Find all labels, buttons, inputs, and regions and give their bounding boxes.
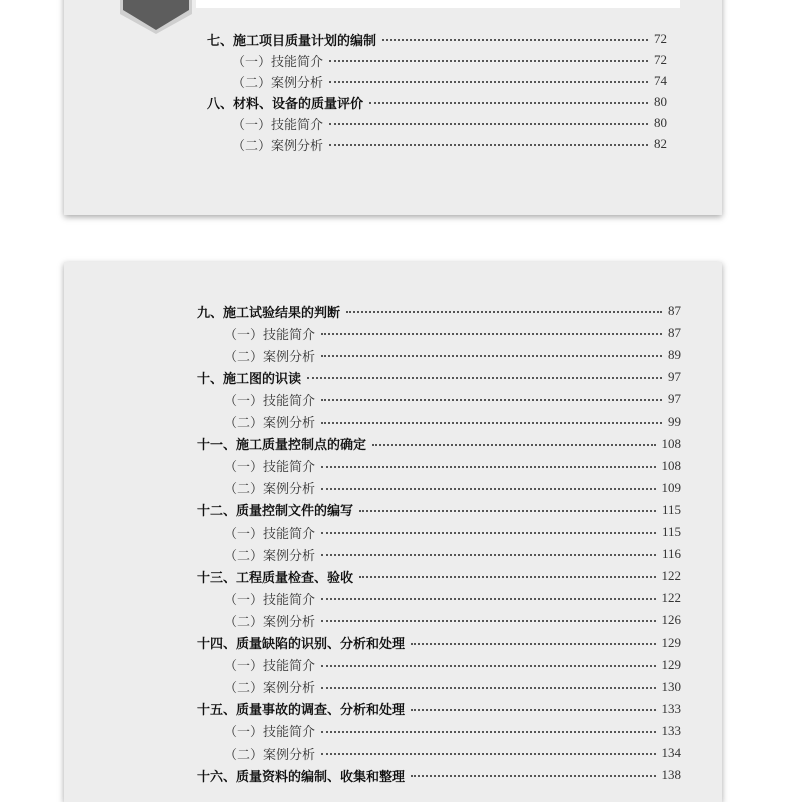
toc-entry[interactable] xyxy=(197,765,681,785)
toc-entry[interactable] xyxy=(197,566,681,586)
dot-leader xyxy=(321,598,655,600)
dot-leader xyxy=(359,576,655,578)
toc-entry-label: （一）技能简介 xyxy=(224,393,316,409)
toc-entry[interactable] xyxy=(224,345,681,365)
toc-entry[interactable] xyxy=(224,610,681,630)
toc-entry[interactable] xyxy=(232,71,667,91)
toc-entry-page: 87 xyxy=(668,303,681,318)
toc-entry[interactable] xyxy=(197,301,681,321)
toc-entry[interactable] xyxy=(224,478,681,498)
dot-leader xyxy=(329,123,648,125)
dot-leader xyxy=(321,687,655,689)
toc-entry-page: 99 xyxy=(668,413,681,429)
toc-entry-label: （二）案例分析 xyxy=(232,75,324,91)
toc-entry-page: 72 xyxy=(654,31,667,46)
toc-entry-page: 130 xyxy=(661,678,681,694)
toc-entry-label: 十四、质量缺陷的识别、分析和处理 xyxy=(197,637,406,652)
toc-entry-label: （一）技能简介 xyxy=(232,54,324,70)
dot-leader xyxy=(321,554,656,556)
toc-entry-page: 129 xyxy=(661,634,681,650)
toc-entry[interactable] xyxy=(224,456,681,476)
toc-entry[interactable] xyxy=(232,113,667,133)
dot-leader xyxy=(329,60,648,62)
toc-entry-label: （二）案例分析 xyxy=(224,349,316,365)
dot-leader xyxy=(321,466,655,468)
toc-entry[interactable] xyxy=(197,434,681,454)
toc-entry-page: 82 xyxy=(654,136,667,151)
dot-leader xyxy=(369,102,648,104)
dot-leader xyxy=(359,510,656,512)
toc-entry-page: 109 xyxy=(661,479,681,495)
dot-leader xyxy=(321,731,655,733)
toc-entry-label: 十一、施工质量控制点的确定 xyxy=(197,438,367,454)
dot-leader xyxy=(321,753,655,755)
toc-entry-page: 72 xyxy=(654,52,667,67)
toc-entry[interactable] xyxy=(224,412,681,432)
dot-leader xyxy=(321,422,662,424)
section-header-bar xyxy=(196,0,680,8)
toc-entry[interactable] xyxy=(197,699,681,719)
toc-entry-label: （一）技能简介 xyxy=(224,327,316,343)
toc-entry-label: （二）案例分析 xyxy=(224,482,316,498)
dot-leader xyxy=(329,144,648,146)
toc-entry[interactable] xyxy=(207,29,667,49)
toc-entry-page: 126 xyxy=(661,612,681,628)
toc-entry[interactable] xyxy=(197,500,681,520)
toc-entry-page: 108 xyxy=(661,435,681,451)
toc-entry-label: （一）技能简介 xyxy=(224,725,316,741)
toc-entry-page: 133 xyxy=(661,722,681,738)
toc-entry-label: （二）案例分析 xyxy=(224,747,316,763)
toc-entry-label: （二）案例分析 xyxy=(224,416,316,431)
toc-entry[interactable] xyxy=(207,92,667,112)
dot-leader xyxy=(307,377,662,379)
dot-leader xyxy=(321,532,656,534)
toc-entry-page: 97 xyxy=(668,369,681,385)
dot-leader xyxy=(321,665,655,667)
toc-entry-page: 122 xyxy=(661,590,681,606)
toc-entry-page: 115 xyxy=(661,501,681,517)
toc-entry[interactable] xyxy=(232,50,667,70)
toc-entry-label: 九、施工试验结果的判断 xyxy=(197,305,341,321)
toc-entry[interactable] xyxy=(224,721,681,741)
toc-entry[interactable] xyxy=(224,677,681,697)
toc-entry[interactable] xyxy=(224,389,681,409)
toc-entry-label: 十六、质量资料的编制、收集和整理 xyxy=(197,769,406,785)
toc-entry-page: 108 xyxy=(661,457,681,473)
toc-entry-label: 七、施工项目质量计划的编制 xyxy=(207,33,377,49)
toc-entry-label: 八、材料、设备的质量评价 xyxy=(207,96,364,112)
toc-entry[interactable] xyxy=(224,655,681,675)
toc-entry-page: 80 xyxy=(654,115,667,130)
toc-entry-page: 116 xyxy=(661,546,681,562)
dot-leader xyxy=(321,355,662,357)
toc-entry-label: （一）技能简介 xyxy=(224,526,316,542)
dot-leader xyxy=(321,333,662,335)
toc-entry-label: （一）技能简介 xyxy=(224,659,316,675)
toc-entry[interactable] xyxy=(224,522,681,542)
toc-entry-page: 87 xyxy=(668,325,681,341)
toc-entry[interactable] xyxy=(232,134,667,154)
toc-entry-label: （一）技能简介 xyxy=(224,592,316,608)
toc-entry[interactable] xyxy=(224,544,681,564)
toc-entry[interactable] xyxy=(224,743,681,763)
toc-entry-page: 129 xyxy=(661,656,681,672)
toc-entry-label: （二）案例分析 xyxy=(224,681,316,697)
dot-leader xyxy=(321,399,662,401)
toc-entry-page: 133 xyxy=(661,700,681,716)
dot-leader xyxy=(411,775,655,777)
toc-entry-label: 十、施工图的识读 xyxy=(197,371,302,387)
dot-leader xyxy=(411,643,655,645)
dot-leader xyxy=(346,311,662,313)
dot-leader xyxy=(411,709,655,711)
toc-entry-label: （一）技能简介 xyxy=(224,460,316,476)
toc-entry-label: （二）案例分析 xyxy=(232,138,324,154)
toc-entry-page: 138 xyxy=(661,767,681,783)
toc-entry-page: 97 xyxy=(668,391,681,407)
dot-leader xyxy=(321,620,655,622)
toc-entry-page: 80 xyxy=(654,94,667,109)
toc-entry-page: 122 xyxy=(661,568,681,584)
toc-entry-label: （二）案例分析 xyxy=(224,548,316,564)
toc-entry-page: 74 xyxy=(654,73,667,88)
toc-entry-page: 134 xyxy=(661,745,681,760)
toc-entry-label: （一）技能简介 xyxy=(232,117,324,133)
toc-entry-label: 十三、工程质量检查、验收 xyxy=(197,570,354,586)
dot-leader xyxy=(382,39,648,41)
toc-entry[interactable] xyxy=(197,367,681,387)
toc-entry-label: 十二、质量控制文件的编写 xyxy=(197,504,354,520)
toc-entry[interactable] xyxy=(224,323,681,343)
toc-entry-label: （二）案例分析 xyxy=(224,614,316,630)
toc-entry-page: 89 xyxy=(668,347,681,363)
toc-entry-label: 十五、质量事故的调查、分析和处理 xyxy=(197,703,406,719)
dot-leader xyxy=(329,81,648,83)
toc-entry[interactable] xyxy=(197,633,681,653)
toc-entry-page: 115 xyxy=(661,524,681,539)
toc-entry[interactable] xyxy=(224,588,681,608)
dot-leader xyxy=(321,488,655,490)
dot-leader xyxy=(372,444,655,446)
